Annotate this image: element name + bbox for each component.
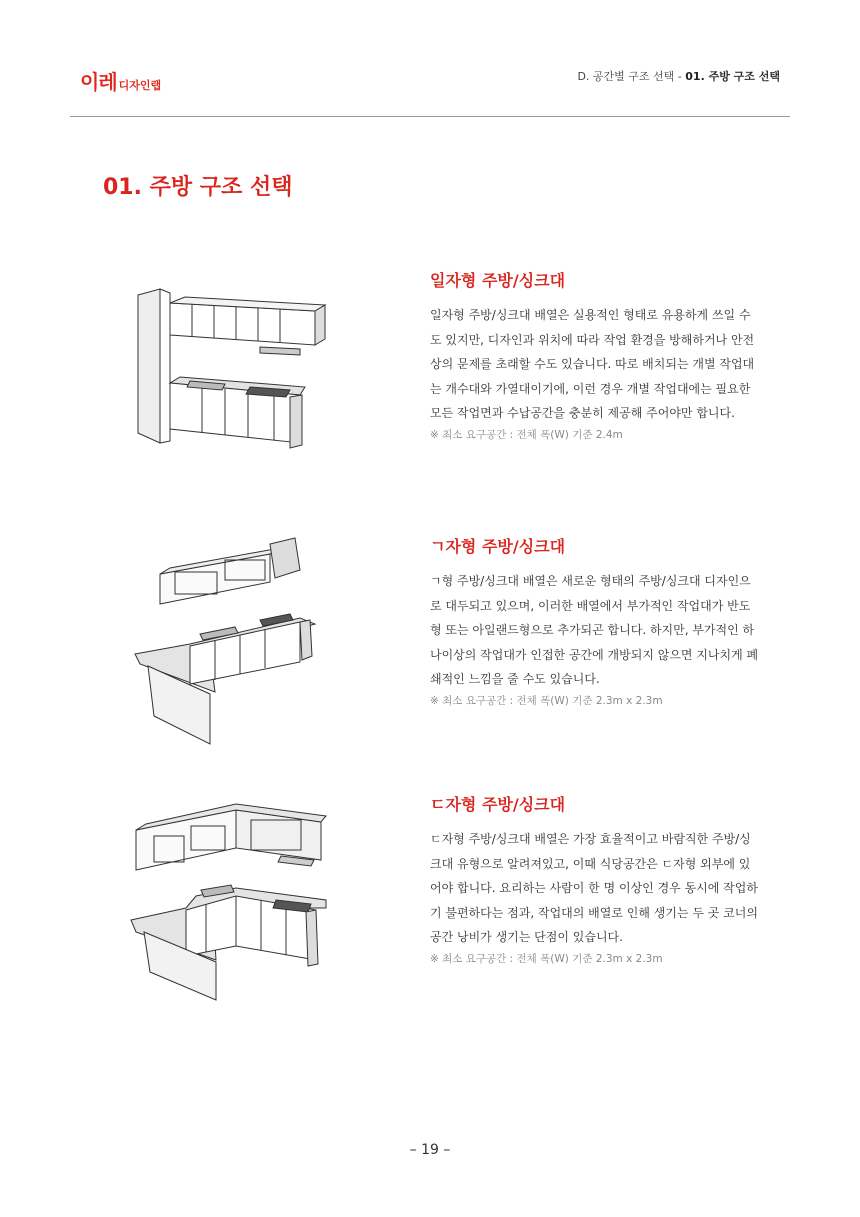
space-requirement-note: ※ 최소 요구공간 : 전체 폭(W) 기준 2.3m x 2.3m xyxy=(430,952,663,965)
page-header xyxy=(70,60,790,117)
section-text xyxy=(430,792,760,968)
u-shaped-kitchen-illustration xyxy=(126,800,331,1002)
page-title: 01. 주방 구조 선택 xyxy=(103,175,293,200)
section-l-shaped-kitchen xyxy=(0,534,860,784)
section-text xyxy=(430,534,760,710)
page-number: – 19 – xyxy=(409,1142,451,1158)
section-title: 일자형 주방/싱크대 xyxy=(430,271,566,290)
breadcrumb-prefix: D. 공간별 구조 선택 - xyxy=(577,70,686,83)
section-title: ㄷ자형 주방/싱크대 xyxy=(430,795,566,814)
section-title: ㄱ자형 주방/싱크대 xyxy=(430,537,566,556)
logo-mark: 이레 xyxy=(80,70,117,94)
section-text xyxy=(430,268,760,444)
section-paragraph: 일자형 주방/싱크대 배열은 실용적인 형태로 유용하게 쓰일 수도 있지만, 디자인과 위치에 따라 작업 환경을 방해하거나 안전상의 문제를 초래할 수도 있습니다. 따로 배치되는 개별 작업대는 개수대와 가열대이기에, 이런 경우 개별 작업대에는 필요한 모든 작업면과 수납공간을 충분히 제공해 주어야만 합니다. xyxy=(430,308,755,420)
space-requirement-note: ※ 최소 요구공간 : 전체 폭(W) 기준 2.4m xyxy=(430,428,623,441)
section-straight-kitchen xyxy=(0,268,860,518)
breadcrumb-current: 01. 주방 구조 선택 xyxy=(685,70,780,83)
company-logo xyxy=(80,66,161,95)
section-u-shaped-kitchen xyxy=(0,792,860,1042)
section-paragraph: ㄷ자형 주방/싱크대 배열은 가장 효율적이고 바람직한 주방/싱크대 유형으로 알려져있고, 이때 식당공간은 ㄷ자형 외부에 있어야 합니다. 요리하는 사람이 한 명 이상인 경우 동시에 작업하기 불편하다는 점과, 작업대의 배열로 인해 생기는 두 곳 코너의 공간 낭비가 생기는 단점이 있습니다. xyxy=(430,832,758,944)
section-paragraph: ㄱ형 주방/싱크대 배열은 새로운 형태의 주방/싱크대 디자인으로 대두되고 있으며, 이러한 배열에서 부가적인 작업대가 반도형 또는 아일랜드형으로 추가되곤 합니다. 하지만, 부가적인 하나이상의 작업대가 인접한 공간에 개방되지 않으면 지나치게 폐쇄적인 느낌을 줄 수도 있습니다. xyxy=(430,574,759,686)
breadcrumb xyxy=(577,68,780,84)
l-shaped-kitchen-illustration xyxy=(130,534,330,746)
space-requirement-note: ※ 최소 요구공간 : 전체 폭(W) 기준 2.3m x 2.3m xyxy=(430,694,663,707)
straight-kitchen-illustration xyxy=(130,283,330,458)
logo-subtitle: 디자인랩 xyxy=(118,79,162,92)
